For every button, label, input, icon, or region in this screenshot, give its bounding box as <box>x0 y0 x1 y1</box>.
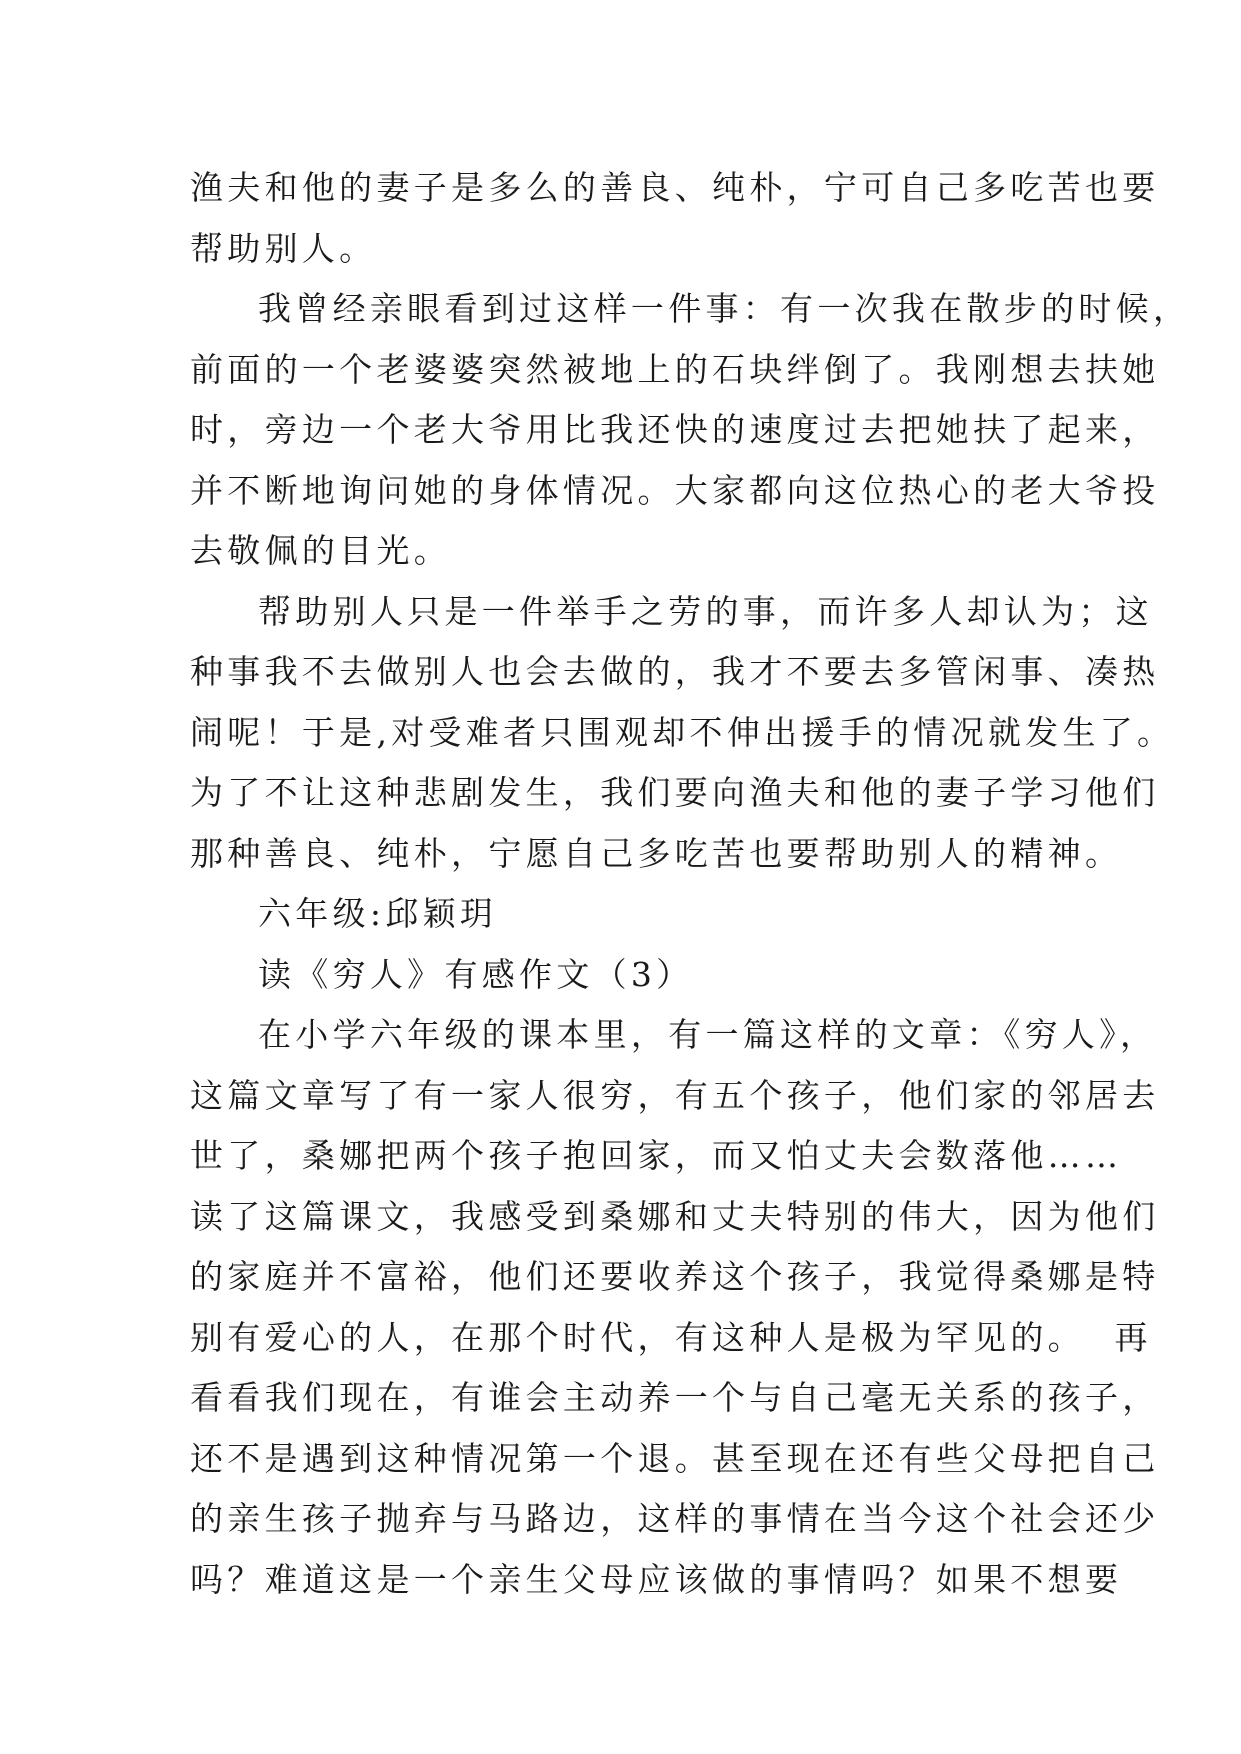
text-line: 时，旁边一个老大爷用比我还快的速度过去把她扶了起来， <box>190 410 1160 449</box>
text-line: 这篇文章写了有一家人很穷，有五个孩子，他们家的邻居去 <box>190 1075 1160 1115</box>
text-line: 的家庭并不富裕，他们还要收养这个孩子，我觉得桑娜是特 <box>190 1257 1160 1296</box>
text-line: 帮助别人。 <box>190 228 377 268</box>
text-line: 在小学六年级的课本里，有一篇这样的文章：《穷人》， <box>258 1015 1158 1054</box>
document-body <box>190 158 1191 1610</box>
text-line: 种事我不去做别人也会去做的，我才不要去多管闲事、凑热 <box>190 652 1160 691</box>
text-line: 那种善良、纯朴，宁愿自己多吃苦也要帮助别人的精神。 <box>190 833 1123 873</box>
text-line: 吗？难道这是一个亲生父母应该做的事情吗？如果不想要 <box>190 1559 1123 1599</box>
author-line: 六年级:邱颖玥 <box>258 894 498 933</box>
text-line: 的亲生孩子抛弃与马路边，这样的事情在当今这个社会还少 <box>190 1499 1160 1538</box>
text-line: 帮助别人只是一件举手之劳的事，而许多人却认为；这 <box>258 591 1153 631</box>
text-line: 世了，桑娜把两个孩子抱回家，而又怕丈夫会数落他…… <box>190 1136 1123 1175</box>
text-line: 渔夫和他的妻子是多么的善良、纯朴，宁可自己多吃苦也要 <box>190 168 1160 207</box>
text-line: 看看我们现在，有谁会主动养一个与自己毫无关系的孩子， <box>190 1378 1160 1417</box>
text-line: 读了这篇课文，我感受到桑娜和丈夫特别的伟大，因为他们 <box>190 1196 1160 1236</box>
text-line: 闹呢！于是,对受难者只围观却不伸出援手的情况就发生了。 <box>190 712 1175 752</box>
text-line: 去敬佩的目光。 <box>190 531 452 570</box>
text-line: 前面的一个老婆婆突然被地上的石块绊倒了。我刚想去扶她 <box>190 349 1160 389</box>
text-line: 还不是遇到这种情况第一个退。甚至现在还有些父母把自己 <box>190 1438 1160 1478</box>
section-heading: 读《穷人》有感作文（3） <box>258 954 694 994</box>
text-line: 我曾经亲眼看到过这样一件事：有一次我在散步的时候， <box>258 289 1191 328</box>
text-line: 为了不让这种悲剧发生，我们要向渔夫和他的妻子学习他们 <box>190 773 1160 812</box>
text-line: 别有爱心的人，在那个时代，有这种人是极为罕见的。 再 <box>190 1317 1152 1357</box>
text-line: 并不断地询问她的身体情况。大家都向这位热心的老大爷投 <box>190 470 1160 510</box>
